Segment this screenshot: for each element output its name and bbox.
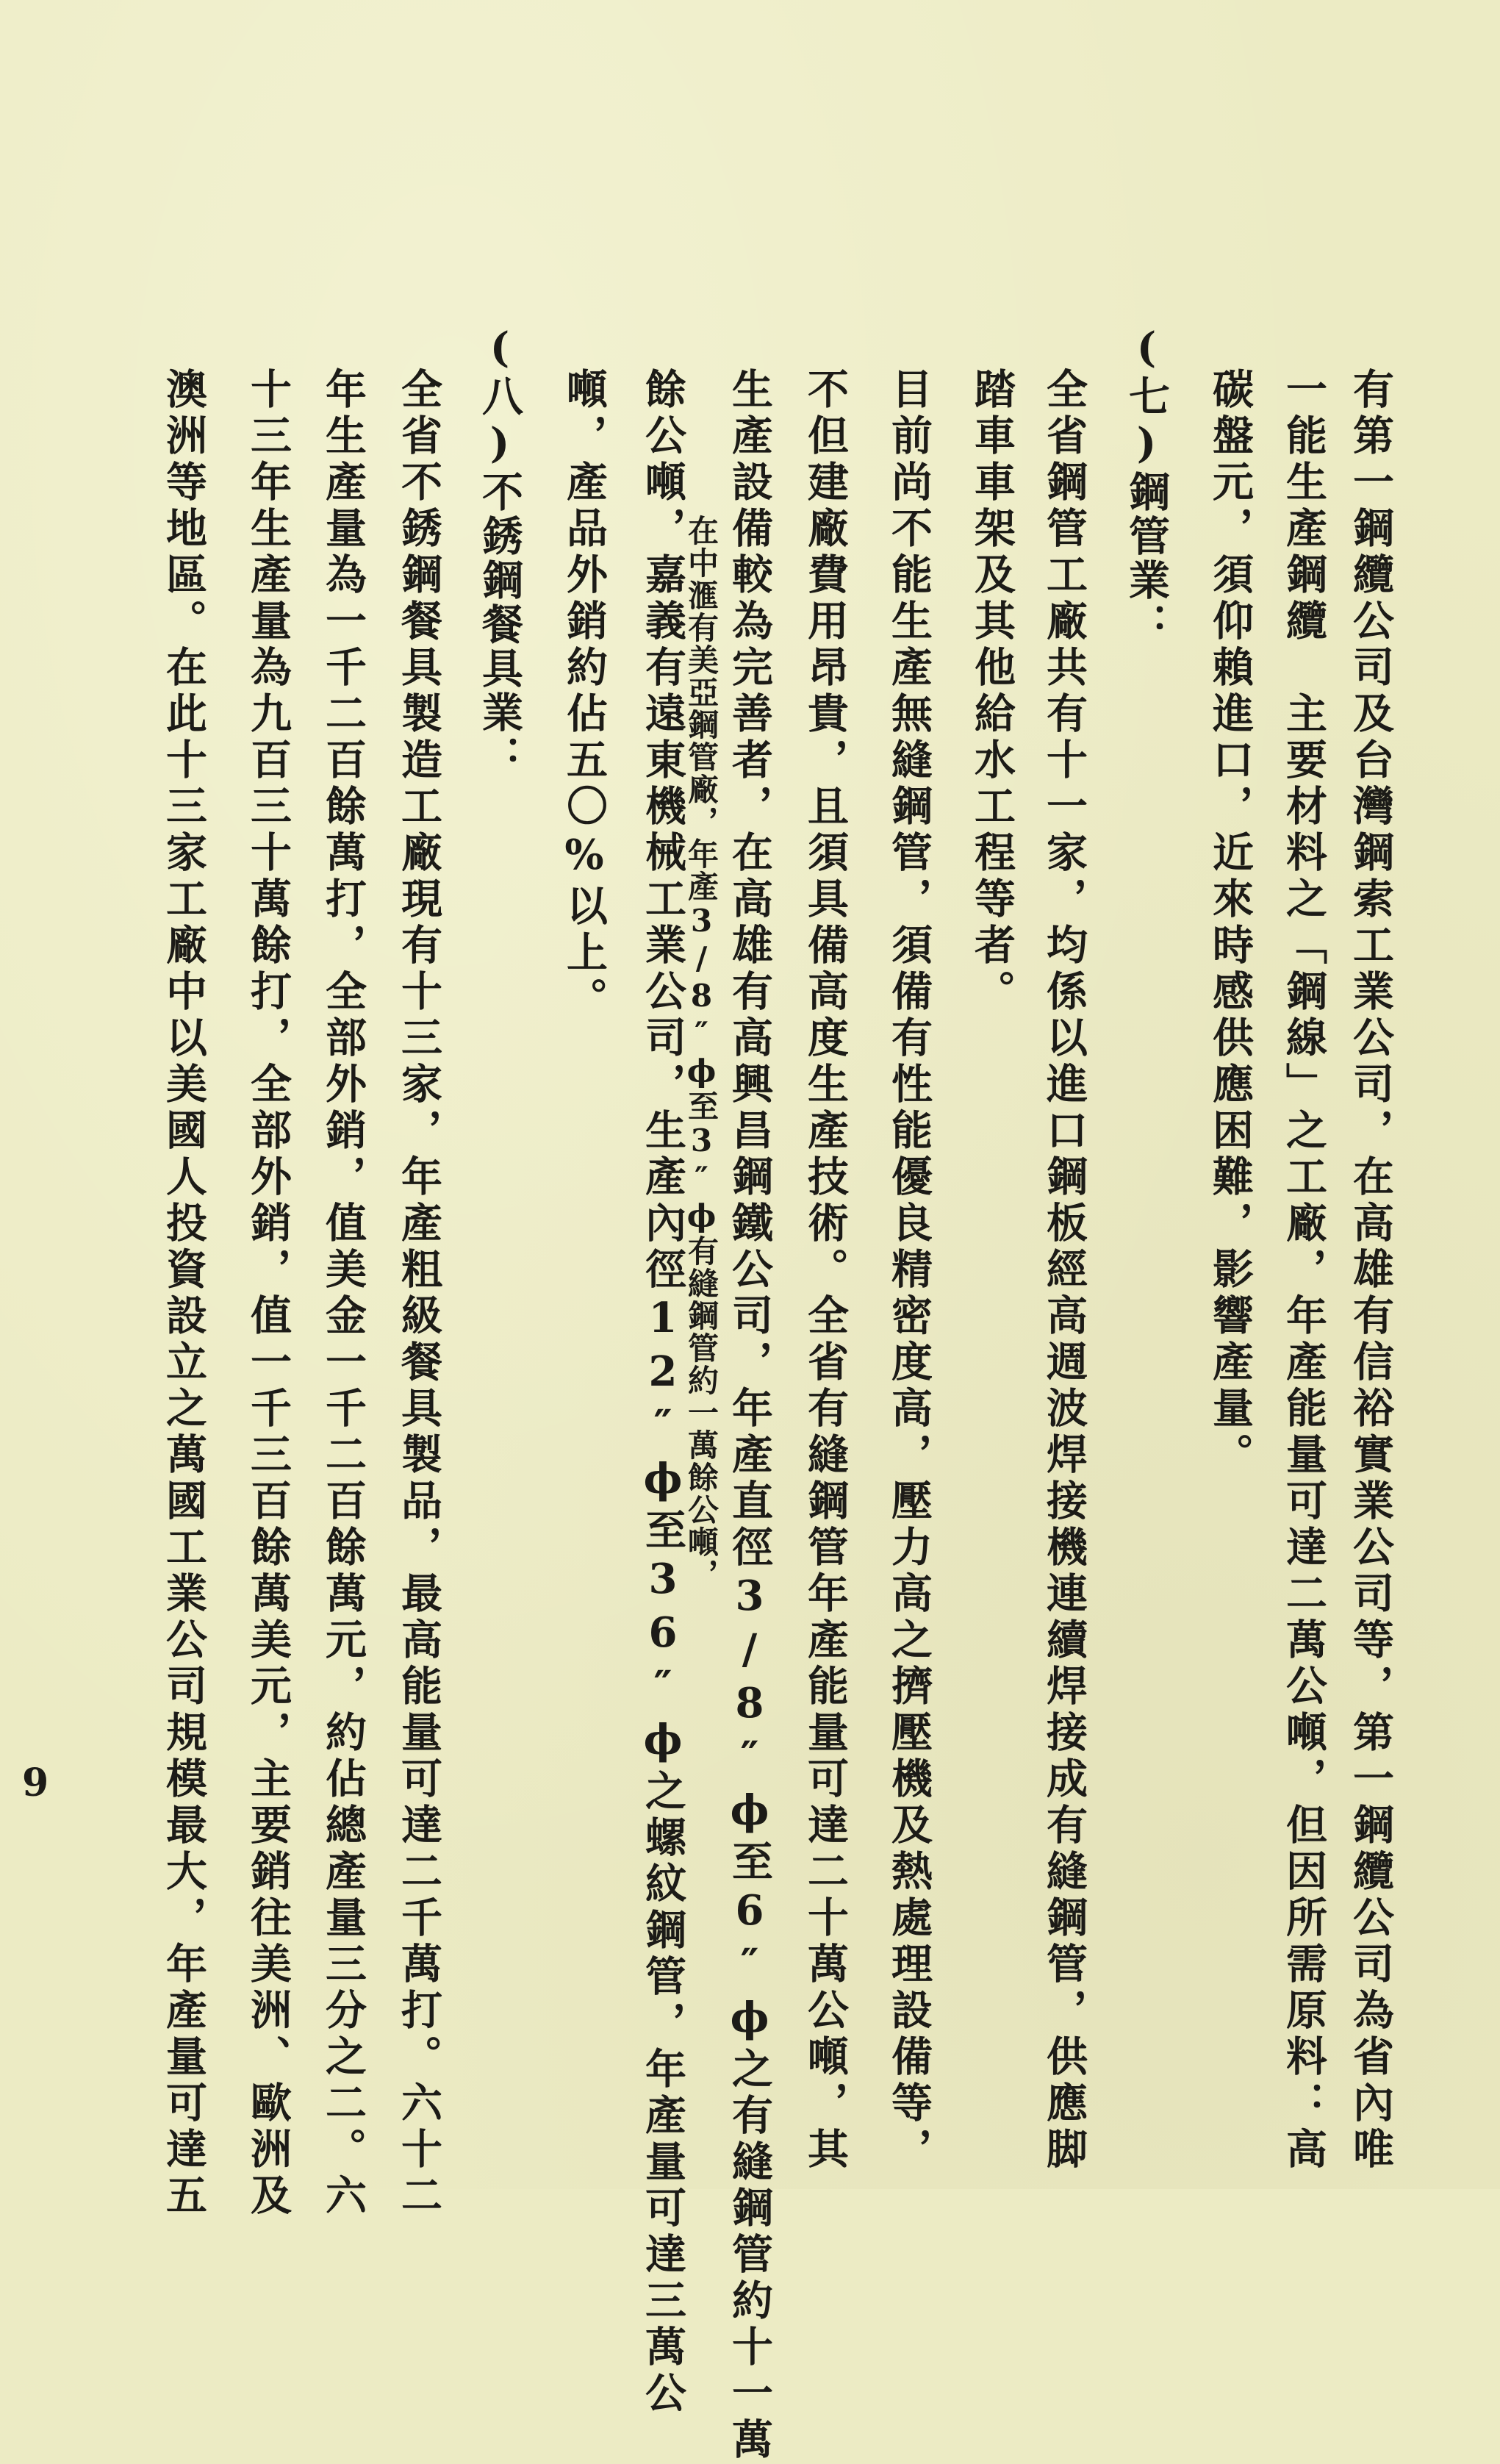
text-column-7: 目前尚不能生產無縫鋼管，須備有性能優良精密度高，壓力高之擠壓機及熱處理設備等， bbox=[885, 368, 933, 2174]
section-heading-8: (八)不銹鋼餐具業： bbox=[476, 323, 524, 779]
text-column-8: 不但建廠費用昂貴，且須具備高度生產技術。全省有縫鋼管年產能量可達二十萬公噸，其 bbox=[801, 368, 850, 2174]
text-column-1: 有第一鋼纜公司及台灣鋼索工業公司，在高雄有信裕實業公司等，第一鋼纜公司為省內唯 bbox=[1346, 368, 1395, 2174]
page-number: 9 bbox=[22, 1761, 49, 1805]
section-heading-7: (七)鋼管業： bbox=[1122, 323, 1171, 647]
text-column-5: 全省鋼管工廠共有十一家，均係以進口鋼板經高週波焊接機連續焊接成有縫鋼管，供應脚 bbox=[1040, 368, 1088, 2174]
text-column-17: 澳洲等地區。在此十三家工廠中以美國人投資設立之萬國工業公司規模最大，年產量可達五 bbox=[159, 368, 208, 2220]
text-column-2: 一能生產鋼纜 主要材料之「鋼線」之工廠，年產能量可達二萬公噸，但因所需原料：高 bbox=[1280, 368, 1328, 2174]
text-column-6: 踏車車架及其他給水工程等者。 bbox=[968, 368, 1016, 1016]
text-column-11: 餘公噸，嘉義有遠東機械工業公司，生產內徑12″ϕ至36″ϕ之螺紋鋼管，年產量可達三萬公 bbox=[639, 368, 687, 2418]
inserted-note: 在中滙有美亞鋼管廠，年產3/8″ϕ至3″ϕ有縫鋼管約一萬餘公噸， bbox=[683, 515, 720, 1591]
text-column-12: 噸，產品外銷約佔五〇%以上。 bbox=[560, 368, 609, 1023]
text-column-9: 生產設備較為完善者，在高雄有高興昌鋼鐵公司，年產直徑3/8″ϕ至6″ϕ之有縫鋼管約十一萬 bbox=[725, 368, 774, 2464]
text-column-15: 年生產量為一千二百餘萬打，全部外銷，值美金一千二百餘萬元，約佔總產量三分之二。六 bbox=[319, 368, 367, 2220]
text-column-16: 十三年生產量為九百三十萬餘打，全部外銷，值一千三百餘萬美元，主要銷往美洲、歐洲及 bbox=[244, 368, 293, 2220]
text-column-3: 碳盤元，須仰賴進口，近來時感供應困難，影響產量。 bbox=[1206, 368, 1255, 1479]
text-column-14: 全省不銹鋼餐具製造工廠現有十三家，年產粗級餐具製品，最高能量可達二千萬打。六十二 bbox=[395, 368, 443, 2220]
